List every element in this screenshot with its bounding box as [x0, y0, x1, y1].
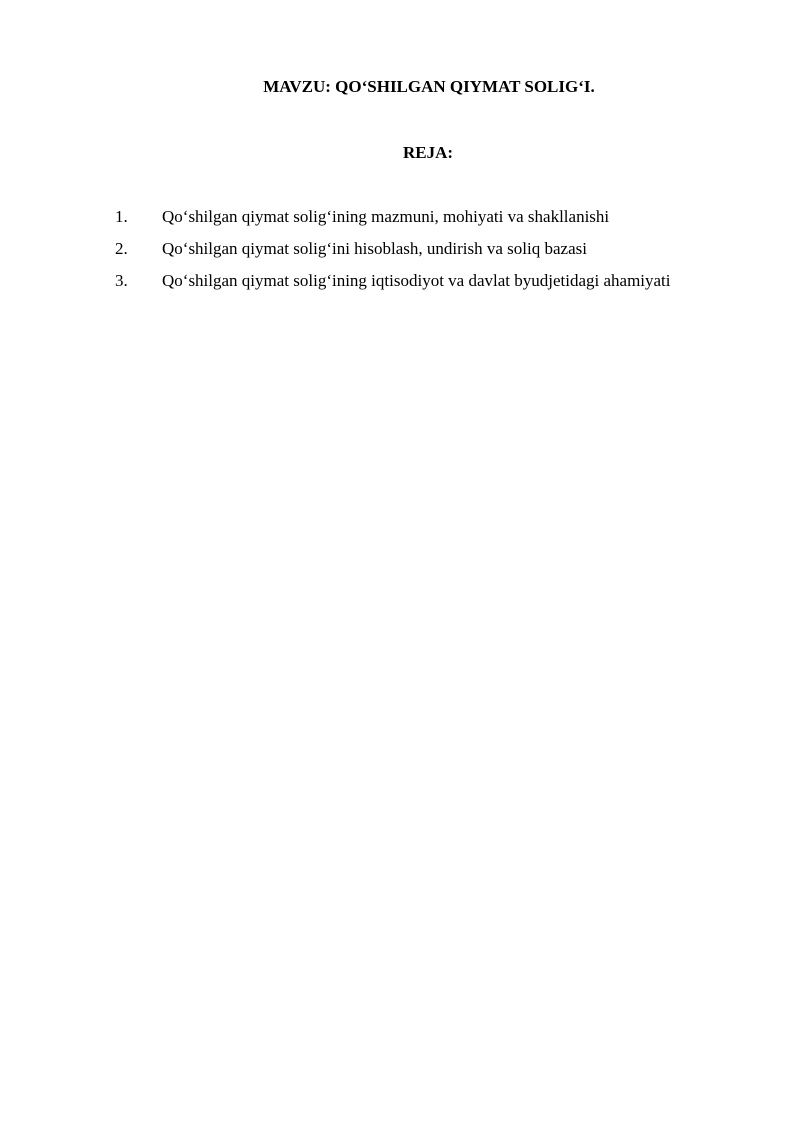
list-item [0, 270, 800, 302]
list-item [0, 238, 800, 270]
list-item [0, 206, 800, 238]
list-item-text: Qo‘shilgan qiymat solig‘ining mazmuni, mohiyati va shakllanishi [162, 207, 610, 226]
list-item-number: 3. [115, 271, 128, 290]
list-item-number: 1. [115, 207, 128, 226]
document-title: MAVZU: QO‘SHILGAN QIYMAT SOLIG‘I. [263, 77, 595, 96]
plan-heading: REJA: [402, 143, 454, 162]
list-item-number: 2. [115, 239, 128, 258]
list-item-text: Qo‘shilgan qiymat solig‘ining iqtisodiyot va davlat byudjetidagi ahamiyati [162, 271, 671, 290]
plan-list [0, 206, 800, 302]
list-item-text: Qo‘shilgan qiymat solig‘ini hisoblash, undirish va soliq bazasi [162, 239, 587, 258]
